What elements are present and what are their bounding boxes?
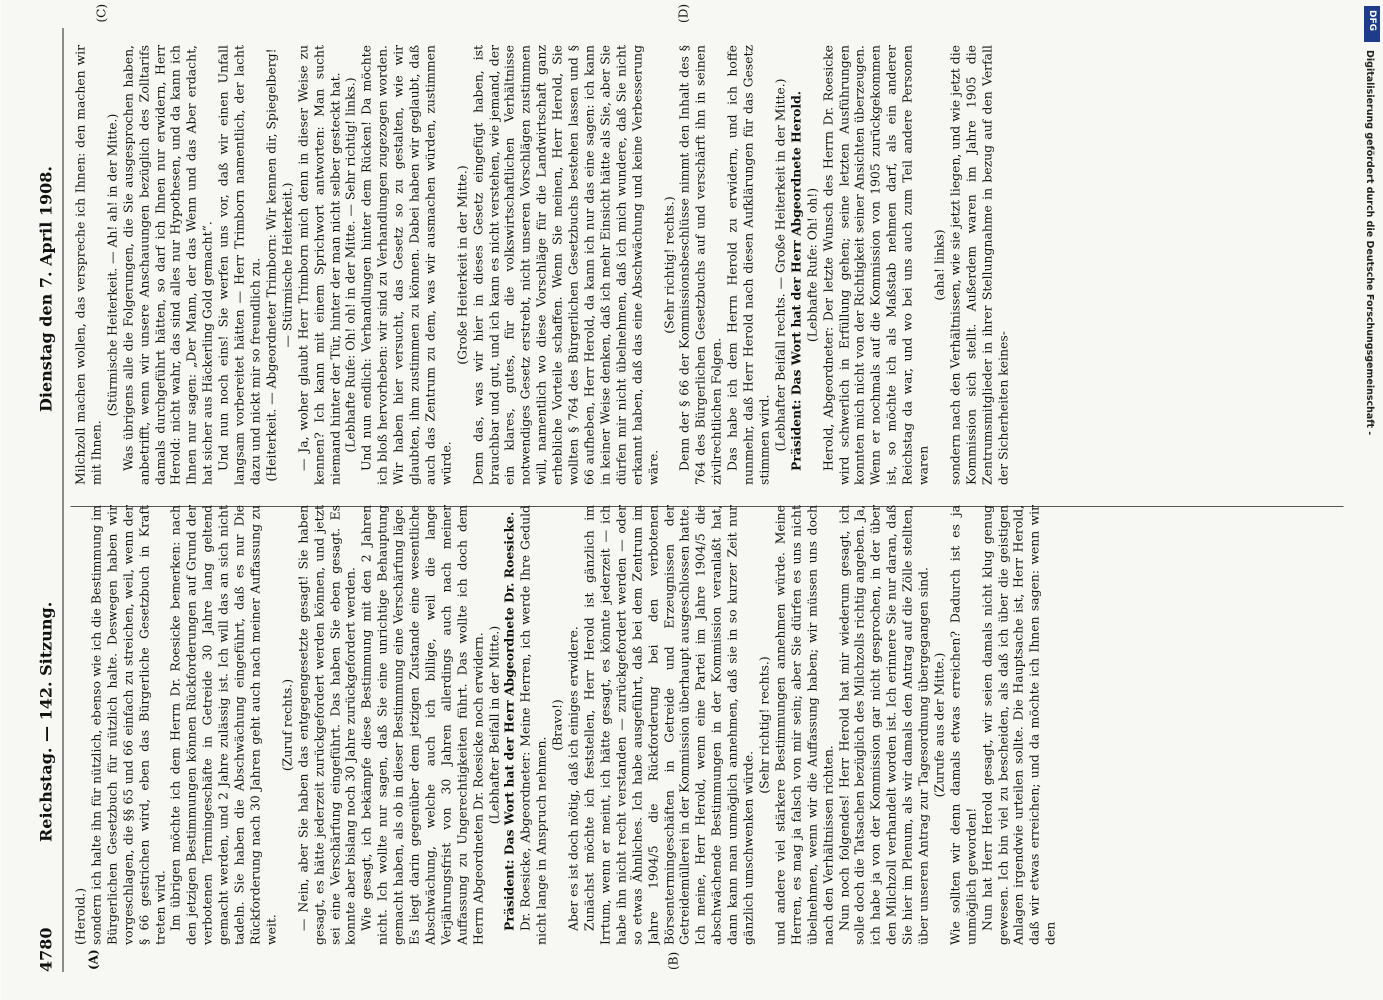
dfg-logo <box>1364 6 1380 42</box>
margin-marker-c: (C) <box>94 4 108 23</box>
paragraph: Nun noch folgendes! Herr Herold hat mir wiederum gesagt, ich solle doch die Tatsachen bezüglich des Milchzolls richtig angeben. Ja, ich habe ja von der Kommission gar nicht gesprochen, in der über den Milchzoll verhandelt worden ist. Ich erinnere Sie nur daran, daß Sie hier im Plenum, als wir damals den Antrag auf die Zölle stellten, über unseren Antrag zur Tagesordnung übergegangen sind. <box>835 505 931 945</box>
speaker-paragraph: Dr. Roesicke, Abgeordneter: Meine Herren, ich werde Ihre Geduld nicht lange in Anspruch nehmen. <box>517 505 549 945</box>
paragraph: Das habe ich dem Herrn Herold zu erwidern, und ich hoffe nunmehr, daß Herr Herold nach diesen Aufklärungen für das Gesetz stimmen wird. <box>724 45 771 485</box>
paragraph: sondern nach den Verhältnissen, wie sie jetzt liegen, und wie jetzt die Kommission sich stellt. Außerdem waren im Jahre 1905 die Zentrumsmitglieder in ihrer Stellungnahme in bezug auf den Verfall der Sicherheiten keines- <box>946 45 1010 485</box>
header-rule <box>62 28 63 972</box>
margin-marker-d: (D) <box>676 4 690 23</box>
paragraph: Denn der § 66 der Kommissionsbeschlüsse nimmt den Inhalt des § 764 des Bürgerlichen Gesetzbuchs auf und verschärft ihn in seinen zivilrechtlichen Folgen. <box>676 45 724 485</box>
left-running-title: Reichstag. — 142. Sitzung. <box>36 601 55 842</box>
interjection: (Lebhafter Beifall in der Mitte.) <box>485 625 501 825</box>
paragraph: Im übrigen möchte ich dem Herrn Dr. Roesicke bemerken: nach den jetzigen Bestimmungen können Rückforderungen auf Grund der verbotenen Termingeschäfte in Getreide 30 Jahre lang geltend gemacht werden, und 2 Jahre zulässig ist. Ich will das an sich nicht tadeln. Sie haben die Abschwächung eingeführt, daß es nur Die Rückforderung nach 30 Jahren geht auch nach meiner Auffassung zu weit. <box>167 505 278 945</box>
paragraph: Denn das, was wir hier in dieses Gesetz eingefügt haben, ist brauchbar und gut, und ich kann es nicht verstehen, wie jemand, der ein klares, gutes, für die volkswirtschaftlichen Verhältnisse notwendiges Gesetz erstrebt, nicht unseren Vorschlägen zustimmen will, namentlich wo diese Vorschläge für die Landwirtschaft ganz erhebliche Vorteile schaffen. Wenn Sie meinen, Herr Herold, Sie wollten § 764 des Bürgerlichen Gesetzbuchs bestehen lassen und § 66 aufheben, Herr Herold, da kann ich nur das eine sagen: ich kann in keiner Weise denken, daß ich mehr Einsicht hätte als Sie, aber Sie dürfen mir nicht übelnehmen, daß ich mich wundere, daß Sie nicht erkannt haben, daß das eine Abschwächung und keine Verbesserung wäre. <box>469 45 660 485</box>
paragraph: Zunächst möchte ich feststellen, Herr Herold ist gänzlich im Irrtum, wenn er meint, ich hätte gesagt, es könnte jederzeit — ich habe ihn nicht recht verstanden — zurückgefordert werden — oder so etwas Ähnliches. Ich habe ausgeführt, daß bei dem Zentrum im Jahre 1904/5 die Rückforderung bei den verbotenen Börsentermingeschäften in Getreide und Erzeugnissen der Getreidemüllerei in der Kommission überhaupt ausgeschlossen hatte. Ich meine, Herr Herold, wenn eine Partei im Jahre 1904/5 die abschwächende Bestimmungen in der Kommission veranlaßt hat, dann kann man unmöglich annehmen, daß sie in so kurzer Zeit nur gänzlich umschwenken würde. <box>581 505 756 945</box>
interjection: (Zuruf rechts.) <box>278 678 294 772</box>
paragraph: — Ja, woher glaubt Herr Trimborn mich denn in dieser Weise zu kennen? Ich kann mit einem Sprichwort antworten: Man sucht niemand hinter der Tür, hinter der man nicht selber gesteckt hat. <box>294 45 342 485</box>
interjection: (Sehr richtig! rechts.) <box>755 656 771 794</box>
page-number: 4780 <box>36 927 55 972</box>
paragraph: Nun hat Herr Herold gesagt, wir seien damals nicht klug genug gewesen. Ich bin viel zu bescheiden, als daß ich über die geistigen Anlagen irgendwie urteilen sollte. Die Hauptsache ist, Herr Herold, daß wir etwas erreichen; und da möchte ich Ihnen sagen: wenn wir den <box>978 505 1058 945</box>
speaker-paragraph: Präsident: Das Wort hat der Herr Abgeordnete Herold. <box>787 90 803 471</box>
paragraph: Und nun noch eins! Sie werfen uns vor, daß wir einen Unfall langsam vorbereitet hätten — Herr Trimborn namentlich, der lacht dazu und nickt mir so freundlich zu. <box>215 45 262 485</box>
interjection: (Sehr richtig! rechts.) <box>660 196 676 334</box>
paragraph: Aber es ist doch nötig, daß ich einiges erwidere. <box>565 626 581 931</box>
interjection: (aha! links) <box>930 229 946 301</box>
speaker-tag: (Herold.) <box>72 887 87 945</box>
interjection: (Lebhafter Beifall rechts. — Große Heiterkeit in der Mitte.) <box>771 78 787 452</box>
interjection: (Heiterkeit. — Abgeordneter Trimborn: Wir kennen dir, Spiegelberg! — Stürmische Heiterkeit.) <box>262 48 294 482</box>
interjection: (Bravo!) <box>549 699 565 751</box>
left-column <box>72 505 1343 945</box>
paragraph: Was übrigens alle die Folgerungen, die Sie ausgesprochen haben, anbetrifft, wenn wir unsere Anschauungen bezüglich des Zolltarifs damals durchgeführt hätten, so darf ich Ihnen nur erwidern, Herr Herold: nicht wahr, das sind alles nur Hypothesen, und da kann ich Ihnen nur sagen: „Der Mann, der das Wenn und das Aber erdacht, hat sicher aus Häckerling Gold gemacht“. <box>119 45 215 485</box>
dfg-logo-text: DFG <box>1367 10 1377 32</box>
interjection: (Lebhafte Rufe: Oh! oh! in der Mitte. — Sehr richtig! links.) <box>342 77 358 453</box>
page-header <box>36 28 62 972</box>
interjection: (Lebhafte Rufe: Oh! oh!) <box>803 187 819 343</box>
paragraph: Milchzoll machen wollen, das verspreche ich Ihnen: den machen wir mit Ihnen. <box>72 45 103 485</box>
speaker-paragraph: Herold, Abgeordneter: Der letzte Wunsch des Herrn Dr. Roesicke wird schwerlich in Erfüllung gehen; seine letzten Ausführungen konnten mich nicht von der Richtigkeit seiner Ansichten überzeugen. Wenn er nochmals auf die Kommission von 1905 zurückgekommen ist, so möchte ich als Maßstab nehmen darf, als ein anderer Reichstag da war, und wo bei uns auch zum Teil andere Personen waren <box>819 45 931 485</box>
interjection: (Zurufe aus der Mitte.) <box>930 652 946 798</box>
paragraph: sondern ich halte ihn für nützlich, ebenso wie ich die Bestimmung im Bürgerlichen Gesetzbuch für nützlich halte. Deswegen haben wir vorgeschlagen, die §§ 65 und 66 einfach zu streichen, weil, wenn der § 66 gestrichen wird, eben das Bürgerliche Gesetzbuch in Kraft treten wird. <box>87 505 167 945</box>
margin-marker-b: (B) <box>666 951 680 970</box>
paragraph: und andere viel stärkere Bestimmungen annehmen würde. Meine Herren, es mag ja falsch von mir sein; aber Sie dürfen es uns nicht übelnehmen, wenn wir die Auffassung haben; wir müssen uns doch nach den Verhältnissen richten. <box>771 505 835 945</box>
speaker-paragraph: Präsident: Das Wort hat der Herr Abgeordnete Dr. Roesicke. <box>501 511 517 931</box>
interjection: (Große Heiterkeit in der Mitte.) <box>453 165 469 365</box>
interjection: (Stürmische Heiterkeit. — Ah! ah! in der Mitte.) <box>103 113 119 417</box>
paragraph: Wie gesagt, ich bekämpfe diese Bestimmung mit den 2 Jahren nicht. Ich wollte nur sagen, daß Sie eine unrichtige Behauptung gemacht haben, als ob in dieser Bestimmung eine Verschärfung läge. Es liegt darin gegenüber dem jetzigen Zustande eine wesentliche Abschwächung, welche auch ich billige, weil die lange Verjährungsfrist von 30 Jahren allerdings auch nach meiner Auffassung zu Ungerechtigkeiten führt. Das wollte ich doch dem Herrn Abgeordneten Dr. Roesicke noch erwidern. <box>358 505 485 945</box>
right-running-title: Dienstag den 7. April 1908. <box>36 166 55 412</box>
right-column <box>72 45 1343 485</box>
paragraph: Und nun endlich: Verhandlungen hinter dem Rücken! Da möchte ich bloß hervorheben: wir sind zu Verhandlungen zugezogen worden. Wir haben hier versucht, das Gesetz so zu gestalten, wie wir glaubten, ihm zustimmen zu können. Dabei haben wir geglaubt, daß auch das Zentrum zu dem, was wir ausmachen würden, zustimmen würde. <box>358 45 453 485</box>
margin-marker-a: (A) <box>86 949 100 970</box>
digitization-note: Digitalisierung gefördert durch die Deutsche Forschungsgemeinschaft - <box>1364 50 1375 436</box>
paragraph: Wie sollten wir denn damals etwas erreichen? Dadurch ist es ja unmöglich geworden! <box>946 505 978 945</box>
paragraph: — Nein, aber Sie haben das entgegengesetzte gesagt! Sie haben gesagt, es hätte jederzeit zurückgefordert werden können, und jetzt sei eine Verschärfung eingeführt. Das haben Sie eben gesagt. Es konnte aber bislang noch 30 Jahre zurückgefordert werden. <box>294 505 358 945</box>
